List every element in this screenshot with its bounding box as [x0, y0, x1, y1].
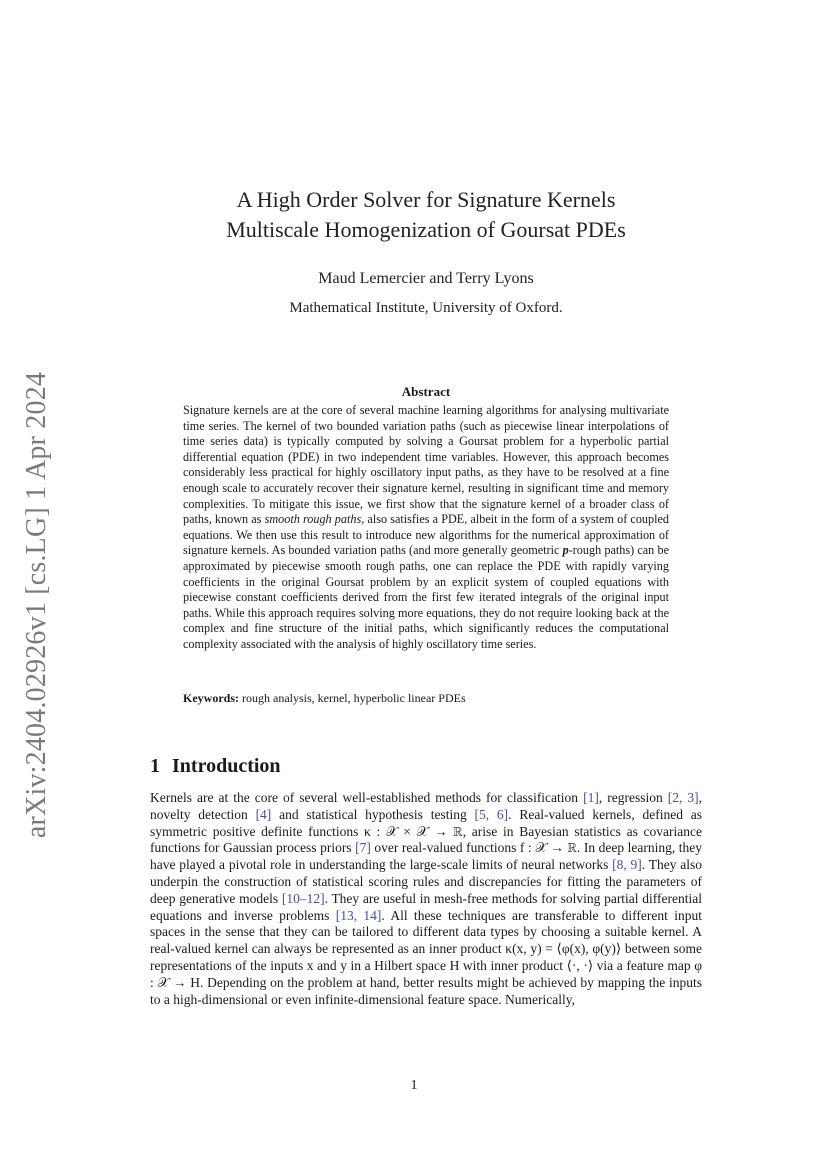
abstract-p-symbol: p [562, 543, 569, 558]
abstract-part-3: -rough paths) can be approximated by piecewise smooth rough paths, one can replace the PDE with rapidly varying coefficients in the original Goursat problem by an explicit system of coupled equations with piecewise constant coefficients derived from the first few iterated integrals of the original input paths. While this approach requires solving more equations, they do not require looking back at the complex and fine structure of the initial paths, which significantly reduces the computational complexity associated with the analysis of highly oscillatory time series. [183, 543, 669, 651]
intro-text: Kernels are at the core of several well-established methods for classification [150, 790, 584, 805]
abstract-emphasis: smooth rough paths [264, 512, 362, 527]
section-title: Introduction [172, 755, 281, 777]
intro-text: . All these techniques are transferable to different input spaces in the sense that they can be tailored to different data types by choosing a suitable kernel. A real-valued kernel can always be represented as an inner product κ(x, y) = ⟨φ(x), φ(y)⟩ between some representations of the inputs x and y in a Hilbert space H with inner product ⟨·, ·⟩ via a feature map φ : 𝒳 → H. Depending on the problem at hand, better results might be achieved by mapping the inputs to a high-dimensional or even infinite-dimensional feature space. Numerically, [150, 907, 702, 1007]
keywords-text: rough analysis, kernel, hyperbolic linear PDEs [239, 691, 466, 705]
introduction-text [150, 790, 702, 1008]
abstract-part-1: Signature kernels are at the core of several machine learning algorithms for analysing multivariate time series. The kernel of two bounded variation paths (such as piecewise linear interpolations of time series data) is typically computed by solving a Goursat problem for a hyperbolic partial differential equation (PDE) in two independent time variables. However, this approach becomes considerably less practical for highly oscillatory input paths, as they have to be resolved at a fine enough scale to accurately recover their signature kernel, resulting in significant time and memory complexities. To mitigate this issue, we first show that the signature kernel of a broader class of paths, known as [183, 403, 669, 527]
arxiv-id-text: arXiv:2404.02926v1 [cs.LG] 1 Apr 2024 [21, 371, 53, 839]
keywords-label: Keywords: [183, 691, 239, 705]
arxiv-identifier [22, 370, 52, 840]
intro-text: over real-valued functions f : 𝒳 → ℝ. In deep learning, they have played a pivotal role in understanding the large-scale limits of neural networks [150, 840, 702, 873]
citation-link[interactable]: [13, 14] [335, 907, 382, 923]
citation-link[interactable]: [2, 3] [667, 790, 699, 805]
abstract-part-2: , also satisfies a PDE, albeit in the form of a system of coupled equations. We then use this result to introduce new algorithms for the numerical approximation of signature kernels. As bounded variation paths (and more generally geometric [183, 512, 669, 558]
citation-link[interactable]: [1] [583, 790, 599, 805]
affiliation: Mathematical Institute, University of Oxford. [289, 300, 563, 316]
citation-link[interactable]: [8, 9] [612, 857, 642, 873]
intro-text: . Real-valued kernels, defined as symmetric positive definite functions κ : 𝒳 × 𝒳 → ℝ, arise in Bayesian statistics as covariance functions for Gaussian process priors [150, 806, 702, 856]
keywords [183, 691, 669, 706]
citation-link[interactable]: [7] [355, 840, 371, 856]
intro-text: , regression [598, 790, 668, 805]
abstract-heading: Abstract [401, 384, 451, 399]
citation-link[interactable]: [5, 6] [474, 806, 509, 822]
intro-text: . They are useful in mesh-free methods for solving partial differential equations and inverse problems [150, 890, 702, 923]
section-number: 1 [150, 755, 160, 777]
page-number: 1 [410, 1078, 418, 1093]
paper-title [150, 185, 702, 245]
abstract-text [183, 403, 669, 653]
intro-text: and statistical hypothesis testing [271, 806, 475, 822]
title-line-1: A High Order Solver for Signature Kernels [236, 187, 616, 212]
intro-text: . They also underpin the construction of statistical scoring rules and discrepancies for fitting the parameters of deep generative models [150, 857, 702, 906]
intro-text: , novelty detection [150, 790, 702, 822]
citation-link[interactable]: [4] [255, 806, 272, 822]
section-heading [150, 755, 281, 778]
authors: Maud Lemercier and Terry Lyons [318, 270, 534, 287]
title-line-2: Multiscale Homogenization of Goursat PDEs [226, 217, 626, 242]
citation-link[interactable]: [10–12] [281, 890, 325, 906]
